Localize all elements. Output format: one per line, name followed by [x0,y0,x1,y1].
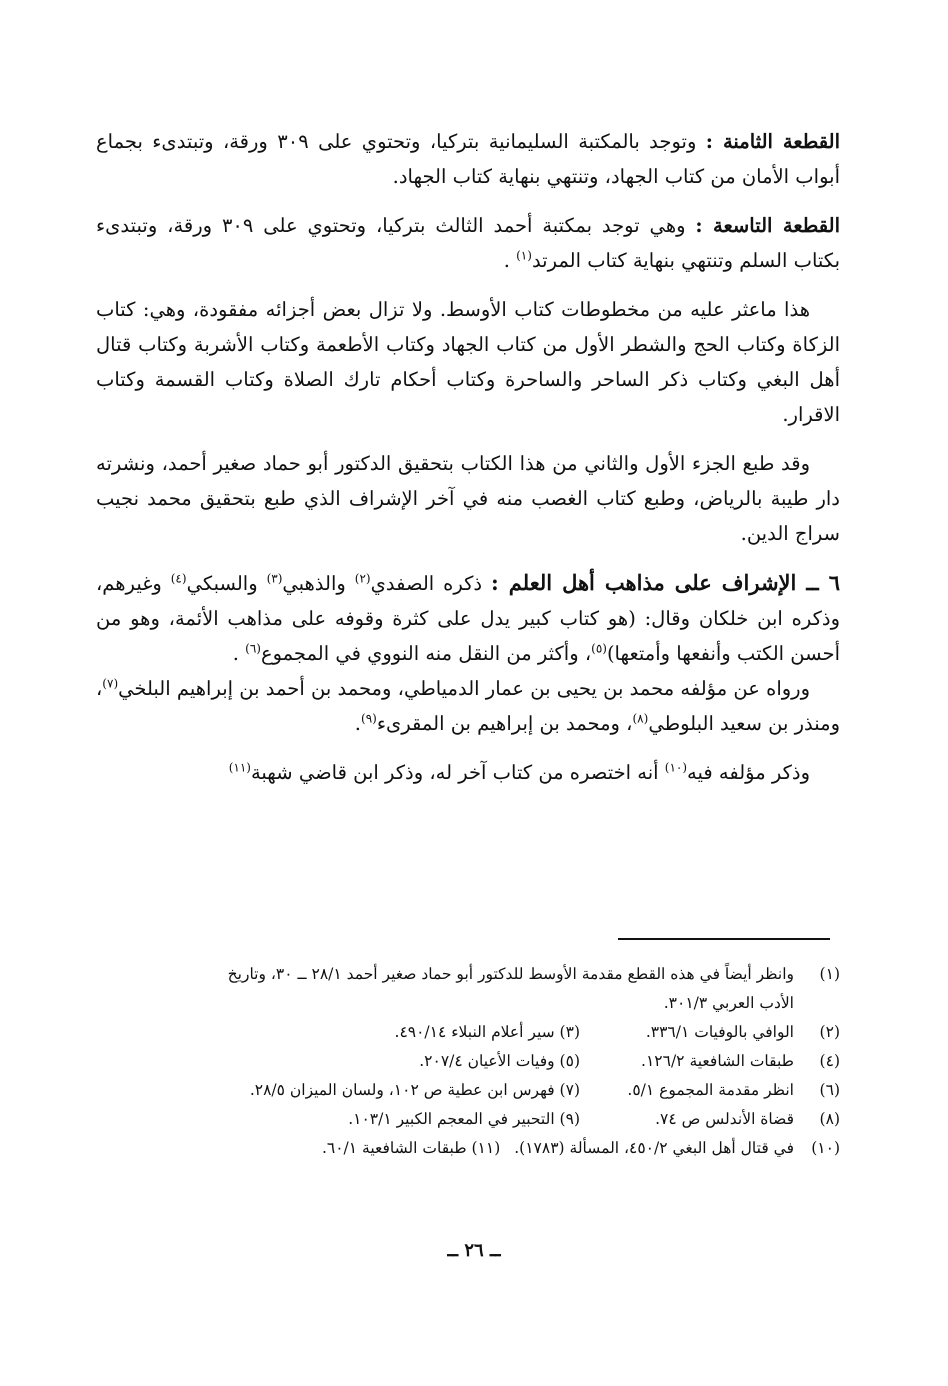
paragraph-eighth-part [96,124,840,194]
paragraph-manuscripts [96,292,840,432]
footnote-ref: (٧) [102,676,119,691]
paragraph-al-ishraf [96,565,840,671]
footnote-row [100,1134,840,1163]
paragraph-text: والذهبي [282,572,355,595]
footnotes [100,960,840,1163]
paragraph-text: ، ومحمد بن إبراهيم بن المقرىء [376,712,633,735]
footnote-text: (٣) سير أعلام النبلاء ٤٩٠/١٤. [394,1023,580,1041]
footnote-row [100,1047,840,1076]
paragraph-ninth-part [96,208,840,278]
footnote-ref: (٦) [245,641,261,656]
paragraph-text: هذا ماعثر عليه من مخطوطات كتاب الأوسط. ولا تزال بعض أجزائه مفقودة، وهي: كتاب الزكاة وكتاب الحج والشطر الأول من كتاب الجهاد وكتاب الأطعمة وكتاب الأشربة وكتاب قتال أهل البغي وكتاب ذكر الساحر والساحرة وكتاب أحكام تارك الصلاة وكتاب القسمة وكتاب الاقرار. [96,298,840,426]
paragraph-lead: القطعة التاسعة : [695,214,840,237]
paragraph-text: والسبكي [186,572,267,595]
paragraph-abridgement [96,755,840,790]
paragraph-text: ، ومنذر بن سعيد البلوطي [96,677,840,735]
footnote-row [100,1076,840,1105]
footnote-number: (١) [819,965,840,983]
footnote-row [100,960,840,989]
footnote-text: قضاة الأندلس ص ٧٤. [655,1110,794,1128]
main-text [96,124,840,804]
footnote-number: (١٠) [811,1139,840,1157]
paragraph-text: ، وأكثر من النقل منه النووي في المجموع [260,642,592,665]
paragraph-text: وهي توجد بمكتبة أحمد الثالث بتركيا، وتحتوي على ٣٠٩ ورقة، وتبتدىء بكتاب السلم وتنتهي بنهاية كتاب المرتد [96,214,840,272]
paragraph-text: وتوجد بالمكتبة السليمانية بتركيا، وتحتوي على ٣٠٩ ورقة، وتبتدىء بجماع أبواب الأمان من كتاب الجهاد، وتنتهي بنهاية كتاب الجهاد. [96,130,840,188]
footnote-text: (٩) التحبير في المعجم الكبير ١٠٣/١. [348,1110,580,1128]
paragraph-text: أنه اختصره من كتاب آخر له، وذكر ابن قاضي شهبة [250,761,665,784]
paragraph-narrators [96,671,840,741]
footnote-row [100,1105,840,1134]
paragraph-printing [96,446,840,551]
section-heading: ٦ ــ الإشراف على مذاهب أهل العلم : [490,570,840,595]
paragraph-text: ورواه عن مؤلفه محمد بن يحيى بن عمار الدمياطي، ومحمد بن أحمد بن إبراهيم البلخي [118,677,810,700]
footnote-separator [618,938,830,940]
footnote-ref: (٨) [632,711,649,726]
footnote-ref: (٣) [266,571,283,586]
paragraph-text: . [232,642,246,665]
footnote-ref: (٤) [170,571,187,586]
footnote-ref: (١١) [228,760,251,775]
footnote-text: طبقات الشافعية ١٢٦/٢. [641,1052,794,1070]
paragraph-text: وذكر مؤلفه فيه [687,761,810,784]
footnote-ref: (٥) [591,641,607,656]
paragraph-text: . [354,712,361,735]
footnote-row [100,1018,840,1047]
footnote-ref: (١) [516,248,532,263]
paragraph-text: وقد طبع الجزء الأول والثاني من هذا الكتاب بتحقيق الدكتور أبو حماد صغير أحمد، ونشرته دار طيبة بالرياض، وطبع كتاب الغصب منه في آخر الإشراف الذي طبع بتحقيق محمد نجيب سراج الدين. [96,452,840,545]
footnote-text: انظر مقدمة المجموع ٥/١. [627,1081,794,1099]
footnote-text: الوافي بالوفيات ٣٣٦/١. [645,1023,794,1041]
footnote-text: (٥) وفيات الأعيان ٢٠٧/٤. [419,1052,580,1070]
footnote-ref: (٢) [354,571,371,586]
footnote-ref: (٩) [361,711,377,726]
footnote-number: (٦) [819,1081,840,1099]
paragraph-text: وغيرهم، وذكره ابن خلكان وقال: (هو كتاب كبير يدل على كثرة وقوفه على مذاهب الأئمة، وهو من أحسن الكتب وأنفعها وأمتعها) [96,572,840,665]
footnote-text: وانظر أيضاً في هذه القطع مقدمة الأوسط للدكتور أبو حماد صغير أحمد ٢٨/١ ــ ٣٠، وتاريخ [227,965,794,983]
paragraph-lead: القطعة الثامنة : [705,130,841,153]
footnote-text: (١١) طبقات الشافعية ٦٠/١. [321,1139,501,1157]
footnote-number: (٢) [819,1023,840,1041]
footnote-row [100,989,840,1018]
page-number: ــ ٢٦ ــ [447,1240,501,1261]
footnote-ref: (١٠) [664,760,688,775]
footnote-text: الأدب العربي ٣٠١/٣. [663,994,794,1012]
footnote-text: في قتال أهل البغي ٤٥٠/٢، المسألة (١٧٨٣). [514,1139,794,1157]
footnote-number: (٤) [819,1052,840,1070]
footnote-number: (٨) [819,1110,840,1128]
footnote-text: (٧) فهرس ابن عطية ص ١٠٢، ولسان الميزان ٢٨/٥. [249,1081,580,1099]
paragraph-text: ذكره الصفدي [370,572,491,595]
paragraph-text-end: . [503,249,517,272]
